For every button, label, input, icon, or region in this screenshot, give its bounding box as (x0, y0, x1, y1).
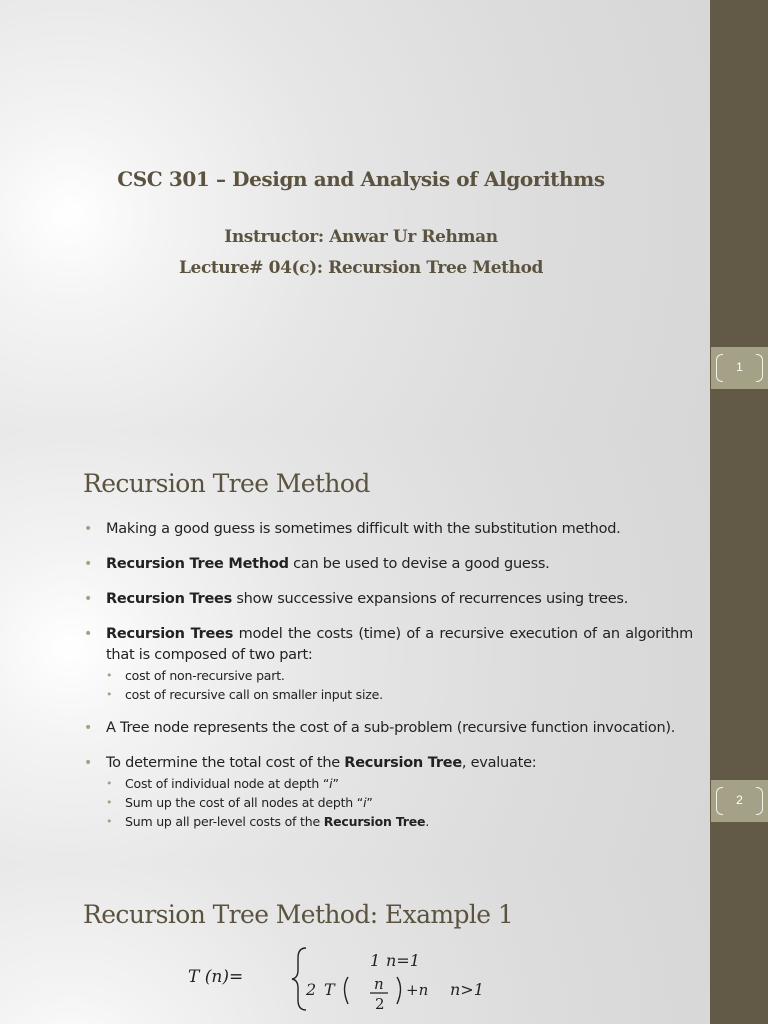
sidebar-band (710, 866, 768, 1024)
formula-case1-condition: n=1 (386, 951, 420, 970)
list-item: • Making a good guess is sometimes difficult with the substitution method. (83, 519, 693, 540)
list-item: • A Tree node represents the cost of a sub-problem (recursive function invocation). (83, 718, 693, 739)
slide-heading: Recursion Tree Method: Example 1 (83, 900, 514, 929)
sub-list-item: • cost of non-recursive part. (106, 666, 693, 685)
brace-icon (292, 948, 306, 1010)
course-title: CSC 301 – Design and Analysis of Algorithms (117, 167, 605, 191)
slide-number: 1 (736, 360, 743, 374)
sub-list (106, 774, 693, 831)
formula-fraction-denominator: 2 (375, 995, 385, 1012)
formula-case2-tail: +n (406, 981, 429, 999)
lecture-line: Lecture# 04(c): Recursion Tree Method (178, 258, 543, 278)
example-slide (0, 866, 768, 1024)
list-item: • Recursion Trees model the costs (time) of a recursive execution of an algorithm that is composed of two part: • cost of non-recursive part. • cost of recursive call on smaller input size. (83, 624, 693, 704)
slide-number-badge (711, 780, 768, 822)
formula-lhs: T (n)= (188, 967, 244, 987)
title-slide (0, 0, 768, 433)
formula-case2-coefficient: 2 (306, 980, 317, 999)
sub-list-item: • cost of recursive call on smaller input size. (106, 685, 693, 704)
bullet-list (83, 519, 693, 845)
formula-fraction-numerator: n (374, 975, 384, 993)
slide-number-badge (711, 347, 768, 389)
sub-list-item: • Sum up all per-level costs of the Recursion Tree. (106, 812, 693, 831)
formula-case2-condition: n>1 (450, 980, 484, 999)
list-item: • To determine the total cost of the Recursion Tree, evaluate: • Cost of individual node at depth “i” • Sum up the cost of all nodes at depth “i” • Sum up all per-level costs of the Recursion Tree. (83, 753, 693, 831)
instructor-line: Instructor: Anwar Ur Rehman (224, 227, 498, 247)
sub-list-item: • Cost of individual node at depth “i” (106, 774, 693, 793)
formula-case1-value: 1 (370, 951, 381, 970)
sub-list (106, 666, 693, 704)
slide-number: 2 (736, 793, 743, 807)
list-item: • Recursion Tree Method can be used to devise a good guess. (83, 554, 693, 575)
content-slide (0, 433, 768, 866)
recurrence-formula (188, 940, 528, 1012)
slide-heading: Recursion Tree Method (83, 469, 370, 498)
list-item: • Recursion Trees show successive expansions of recurrences using trees. (83, 589, 693, 610)
formula-case2-function: T (324, 980, 335, 999)
sub-list-item: • Sum up the cost of all nodes at depth “i” (106, 793, 693, 812)
